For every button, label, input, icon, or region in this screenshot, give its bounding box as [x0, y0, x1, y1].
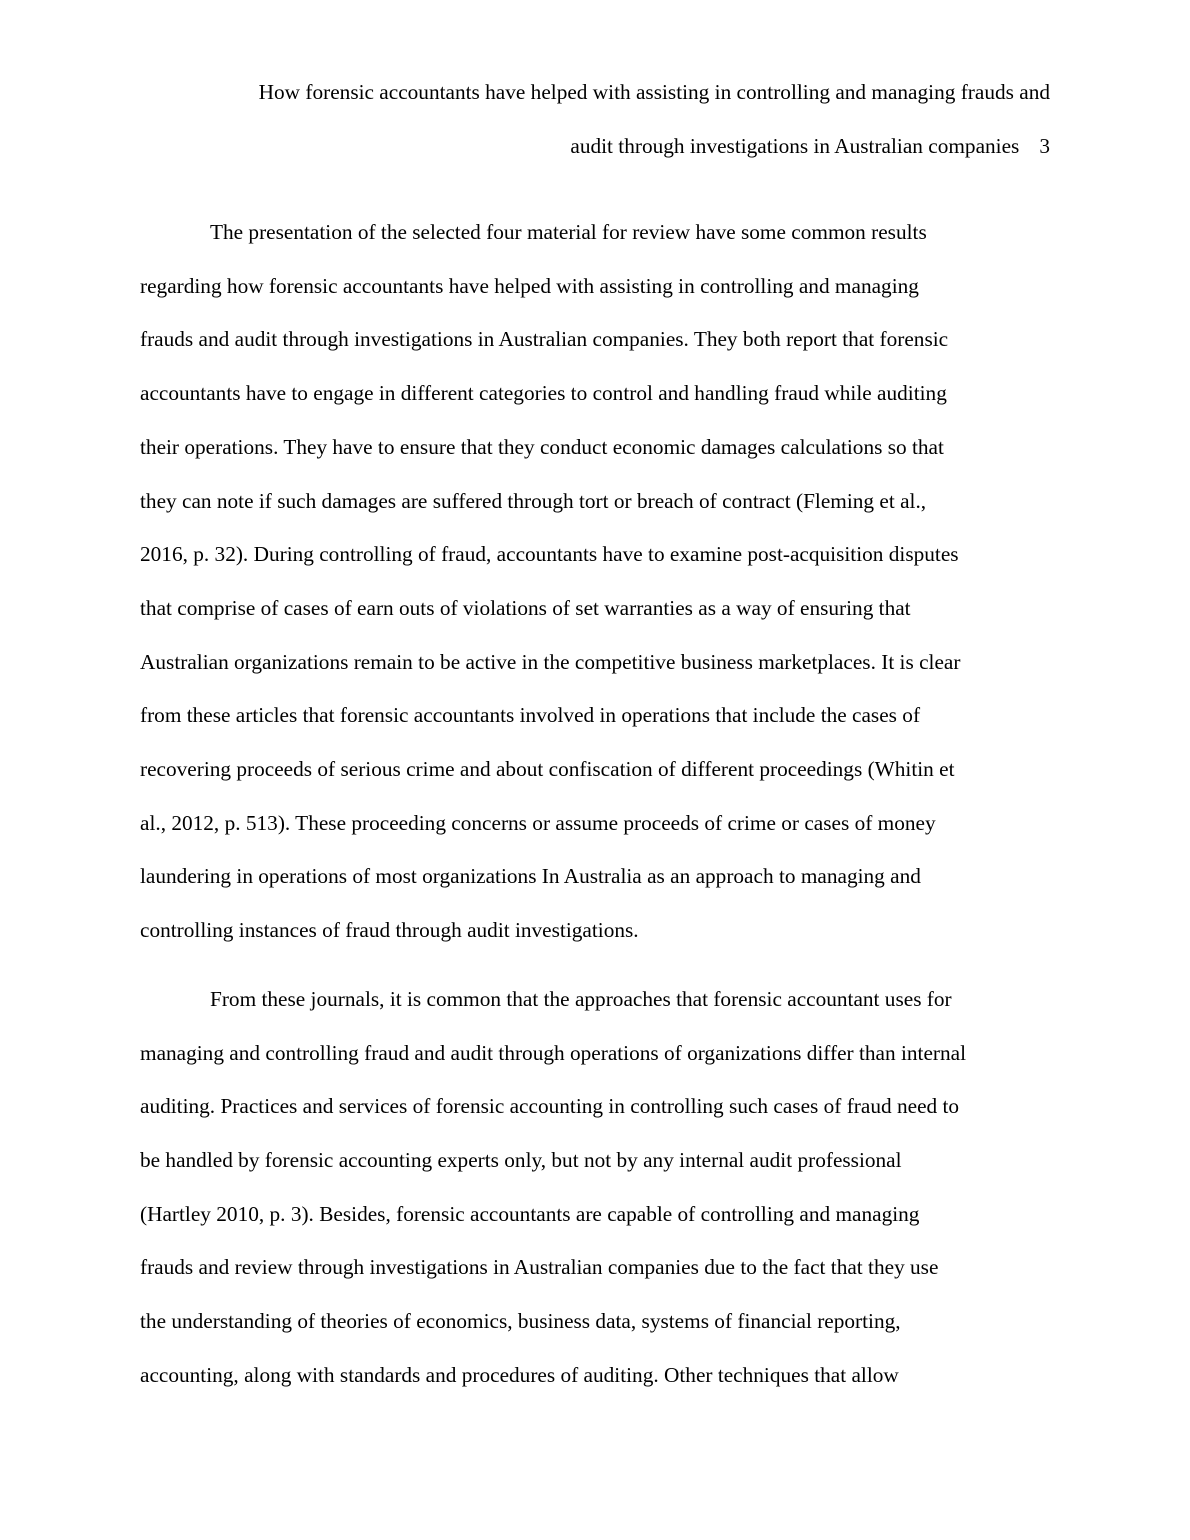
paragraph-line: regarding how forensic accountants have helped with assisting in controlling and managing: [140, 273, 919, 298]
paragraph-line: managing and controlling fraud and audit through operations of organizations differ than internal: [140, 1040, 967, 1065]
header-title-line-2-row: [140, 120, 1050, 174]
paragraph-line: 2016, p. 32). During controlling of fraud, accountants have to examine post-acquisition disputes: [140, 542, 959, 567]
paragraph-line: accountants have to engage in different categories to control and handling fraud while auditing: [140, 381, 947, 406]
paragraph-line: their operations. They have to ensure that they conduct economic damages calculations so that: [140, 434, 944, 459]
running-header: [140, 66, 1050, 173]
body-text: [140, 206, 1050, 1417]
paragraph-line: laundering in operations of most organizations In Australia as an approach to managing and: [140, 864, 921, 889]
paragraph-2: [140, 973, 1050, 1403]
paragraph-line: frauds and audit through investigations in Australian companies. They both report that forensic: [140, 327, 949, 352]
paragraph-line: the understanding of theories of economics, business data, systems of financial reporting,: [140, 1309, 901, 1334]
page-number: 3: [1039, 133, 1050, 158]
header-title-line-1: How forensic accountants have helped with assisting in controlling and managing frauds and: [258, 80, 1050, 104]
paragraph-line: The presentation of the selected four material for review have some common results: [210, 220, 927, 244]
paragraph-line: controlling instances of fraud through audit investigations.: [140, 918, 639, 943]
header-title-line-2: audit through investigations in Australian companies: [570, 133, 1020, 158]
paragraph-line: auditing. Practices and services of forensic accounting in controlling such cases of fraud need to: [140, 1094, 960, 1119]
paragraph-line: Australian organizations remain to be active in the competitive business marketplaces. It is clear: [140, 649, 961, 674]
paragraph-line: be handled by forensic accounting experts only, but not by any internal audit professional: [140, 1147, 902, 1172]
paragraph-line: frauds and review through investigations in Australian companies due to the fact that they use: [140, 1255, 939, 1280]
paragraph-line: from these articles that forensic accountants involved in operations that include the cases of: [140, 703, 921, 728]
paragraph-line: recovering proceeds of serious crime and about confiscation of different proceedings (Whitin et: [140, 757, 955, 782]
paragraph-line: From these journals, it is common that the approaches that forensic accountant uses for: [210, 986, 952, 1011]
paragraph-line: (Hartley 2010, p. 3). Besides, forensic accountants are capable of controlling and managing: [140, 1201, 920, 1226]
paragraph-line: that comprise of cases of earn outs of violations of set warranties as a way of ensuring that: [140, 595, 911, 620]
paragraph-1: [140, 206, 1050, 958]
paragraph-line: al., 2012, p. 513). These proceeding concerns or assume proceeds of crime or cases of money: [140, 810, 936, 835]
paragraph-line: they can note if such damages are suffered through tort or breach of contract (Fleming et al.,: [140, 488, 927, 513]
paragraph-line: accounting, along with standards and procedures of auditing. Other techniques that allow: [140, 1362, 899, 1387]
